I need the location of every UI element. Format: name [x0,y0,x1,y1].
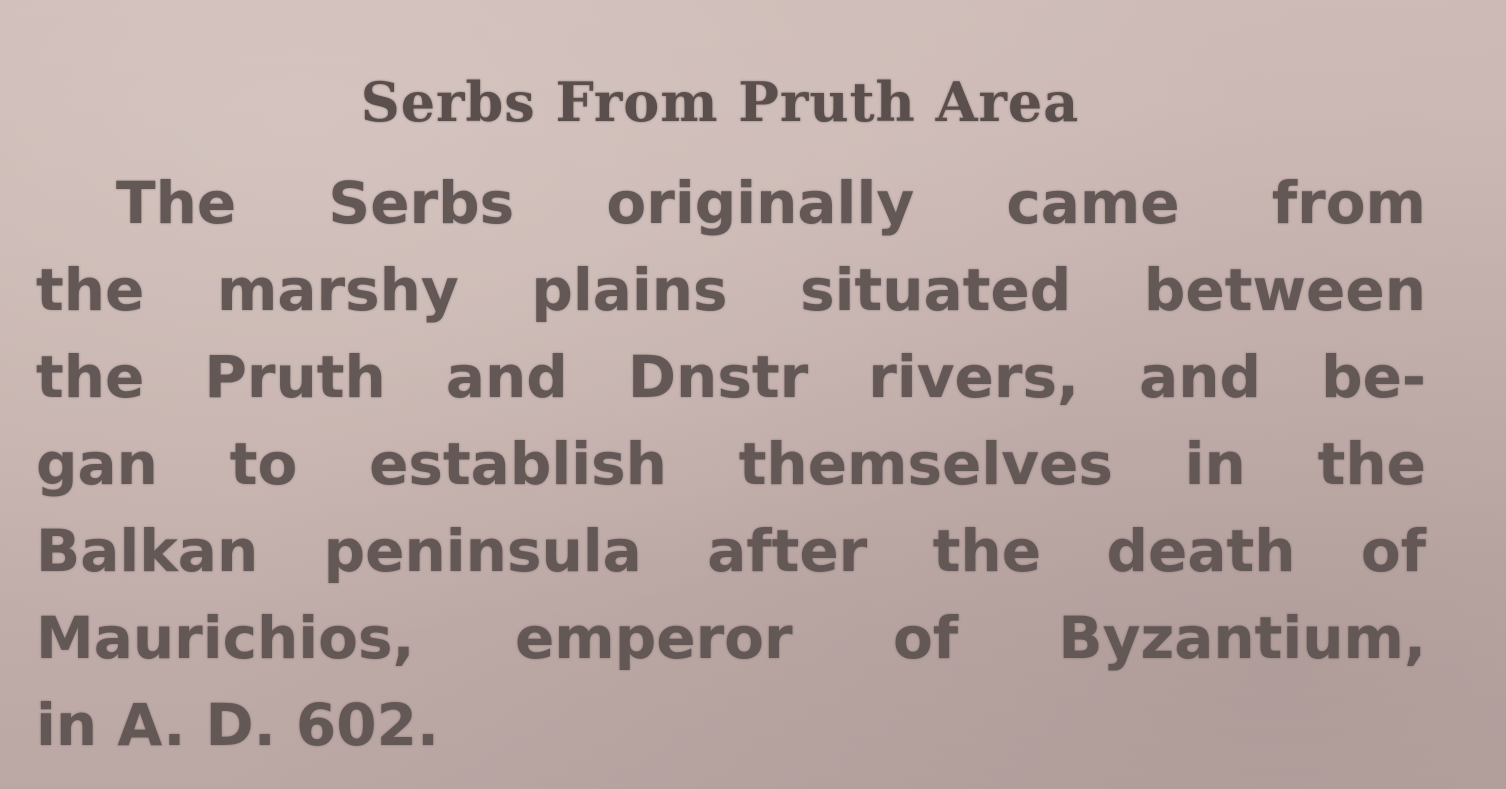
article-line: The Serbs originally came from [116,169,1426,237]
article-line: Balkan peninsula after the death of [36,517,1426,585]
article-line: Maurichios, emperor of Byzantium, [36,604,1426,672]
article-line: in A. D. 602. [36,691,440,759]
article-headline: Serbs From Pruth Area [360,70,1080,134]
article-line: gan to establish themselves in the [36,430,1426,498]
article-body [36,160,1426,769]
article-line: the marshy plains situated between [36,256,1426,324]
article-line: the Pruth and Dnstr rivers, and be- [36,343,1426,411]
